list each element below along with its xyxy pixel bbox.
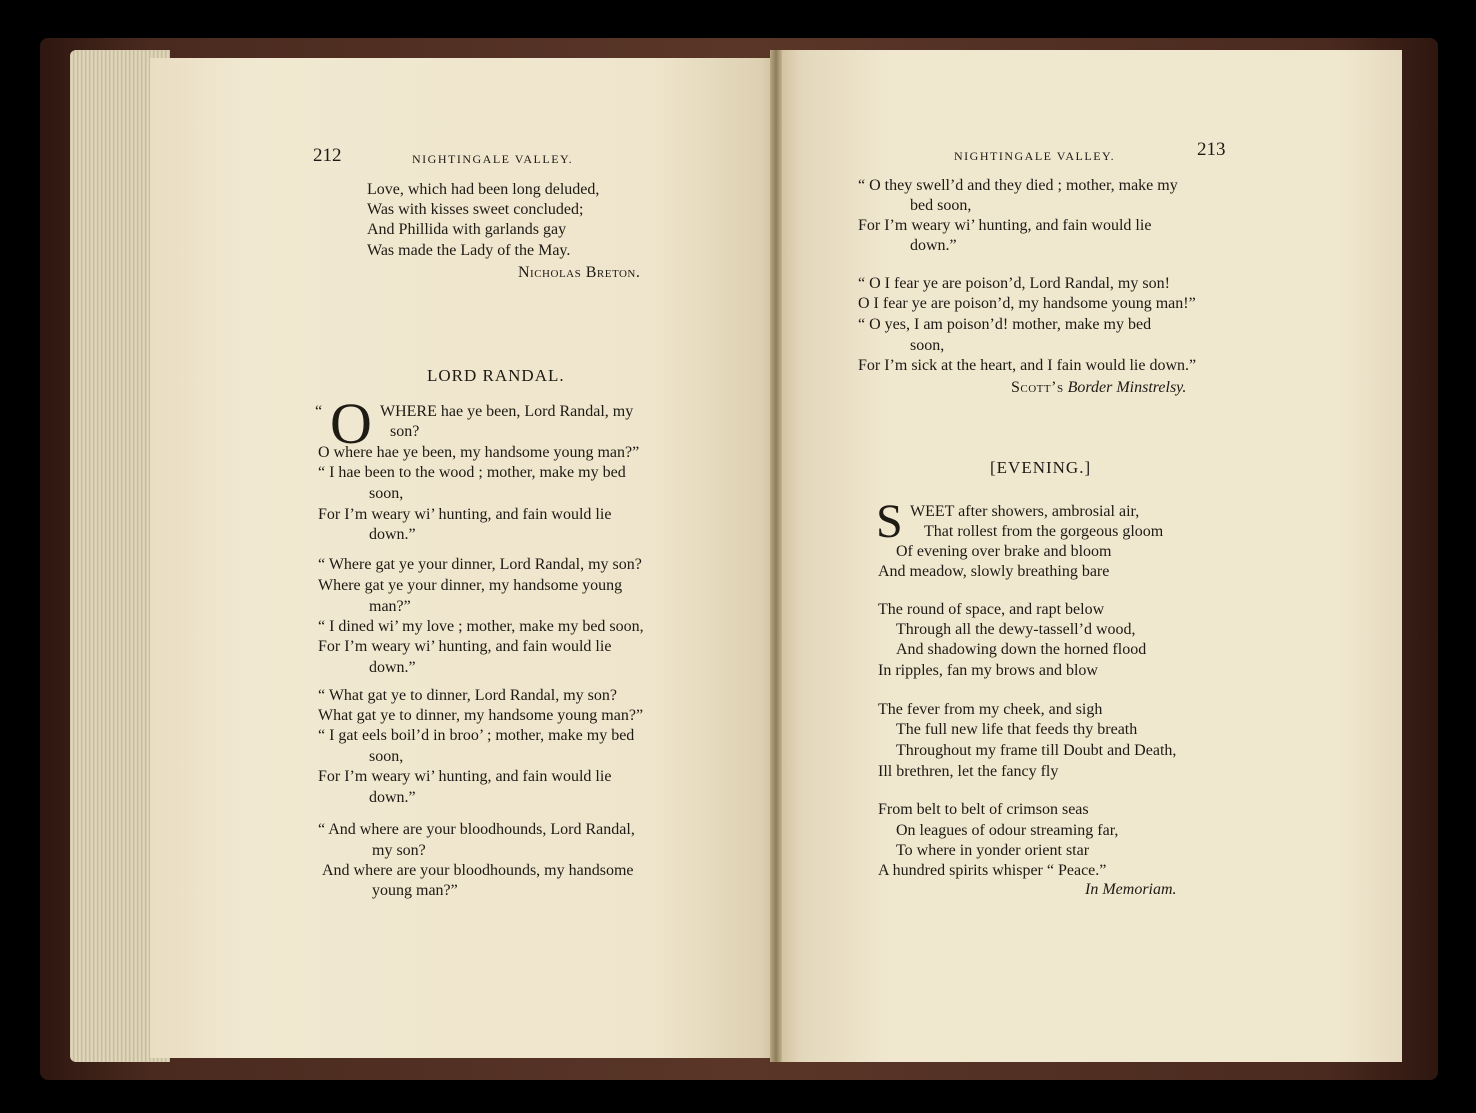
poem-line: The full new life that feeds thy breath: [896, 721, 1138, 738]
poem-line: Of evening over brake and bloom: [896, 543, 1112, 560]
poem-line: soon,: [369, 748, 404, 765]
attribution-scott: [1011, 378, 1186, 398]
poem-line: “ And where are your bloodhounds, Lord Randal,: [318, 821, 635, 838]
poem-line: And meadow, slowly breathing bare: [878, 563, 1110, 580]
source-in-memoriam: In Memoriam.: [1085, 881, 1177, 898]
attribution-author: Scott’s: [1011, 379, 1064, 396]
poem-line: Where gat ye your dinner, my handsome young: [318, 577, 623, 594]
poem-line: That rollest from the gorgeous gloom: [924, 523, 1164, 540]
poem-line: For I’m weary wi’ hunting, and fain would lie: [318, 506, 612, 523]
poem-line: For I’m weary wi’ hunting, and fain would lie: [318, 638, 612, 655]
poem-line: For I’m weary wi’ hunting, and fain would lie: [318, 768, 612, 785]
poem-line: “ O I fear ye are poison’d, Lord Randal, my son!: [858, 275, 1170, 292]
poem-line: For I’m weary wi’ hunting, and fain would lie: [858, 217, 1152, 234]
poem-title-evening: [EVENING.]: [990, 458, 1092, 477]
poem-line: Throughout my frame till Doubt and Death,: [896, 742, 1177, 759]
poem-line: On leagues of odour streaming far,: [896, 822, 1119, 839]
running-head-right: NIGHTINGALE VALLEY.: [954, 149, 1116, 163]
poem-line: bed soon,: [910, 197, 972, 214]
drop-cap-o: O: [330, 391, 372, 456]
poem-line: “ I dined wi’ my love ; mother, make my bed soon,: [318, 618, 644, 635]
poem-line: Through all the dewy-tassell’d wood,: [896, 621, 1136, 638]
poem-line: The round of space, and rapt below: [878, 601, 1105, 618]
poem-line: son?: [390, 423, 420, 440]
poem-line: soon,: [369, 485, 404, 502]
poem-line: “ Where gat ye your dinner, Lord Randal, my son?: [318, 556, 642, 573]
poem-line: In ripples, fan my brows and blow: [878, 662, 1098, 679]
prev-poem-line: Was with kisses sweet concluded;: [367, 201, 584, 218]
drop-cap-quote: “: [315, 403, 323, 420]
poem-line: man?”: [369, 598, 411, 615]
poem-line: A hundred spirits whisper “ Peace.”: [878, 862, 1107, 879]
poem-line: O I fear ye are poison’d, my handsome young man!”: [858, 295, 1196, 312]
prev-poem-line: Was made the Lady of the May.: [367, 242, 571, 259]
poem-line: soon,: [910, 337, 945, 354]
page-number-left: 212: [313, 145, 342, 166]
running-head-left: NIGHTINGALE VALLEY.: [412, 152, 574, 166]
drop-cap-s: S: [876, 495, 903, 548]
poem-line: To where in yonder orient star: [896, 842, 1090, 859]
attribution-work: Border Minstrelsy.: [1067, 379, 1187, 396]
poem-title-lord-randal: LORD RANDAL.: [427, 366, 565, 385]
poem-line: down.”: [910, 237, 957, 254]
poem-line: “ I hae been to the wood ; mother, make my bed: [318, 464, 626, 481]
poem-line: And where are your bloodhounds, my handsome: [322, 862, 634, 879]
poem-line: What gat ye to dinner, my handsome young man?”: [318, 707, 644, 724]
poem-line: Ill brethren, let the fancy fly: [878, 763, 1059, 780]
poem-line: For I’m sick at the heart, and I fain would lie down.”: [858, 357, 1197, 374]
page-number-right: 213: [1197, 139, 1226, 160]
poem-line: “ O they swell’d and they died ; mother, make my: [858, 177, 1178, 194]
poem-line: “ I gat eels boil’d in broo’ ; mother, make my bed: [318, 727, 635, 744]
poem-line: young man?”: [372, 882, 458, 899]
poem-line: down.”: [369, 526, 416, 543]
poem-line: And shadowing down the horned flood: [896, 641, 1147, 658]
poem-line: down.”: [369, 659, 416, 676]
poem-line: WEET after showers, ambrosial air,: [910, 503, 1140, 520]
poem-line: From belt to belt of crimson seas: [878, 801, 1089, 818]
poem-line: The fever from my cheek, and sigh: [878, 701, 1103, 718]
poem-line: “ O yes, I am poison’d! mother, make my bed: [858, 316, 1152, 333]
gutter: [770, 50, 782, 1062]
poem-line: “ What gat ye to dinner, Lord Randal, my son?: [318, 687, 617, 704]
prev-poem-attribution: Nicholas Breton.: [518, 264, 641, 281]
poem-line: my son?: [372, 842, 426, 859]
poem-line: WHERE hae ye been, Lord Randal, my: [380, 403, 634, 420]
poem-line: O where hae ye been, my handsome young man?”: [318, 444, 640, 461]
prev-poem-line: And Phillida with garlands gay: [367, 221, 567, 238]
poem-line: down.”: [369, 789, 416, 806]
prev-poem-line: Love, which had been long deluded,: [367, 181, 600, 198]
